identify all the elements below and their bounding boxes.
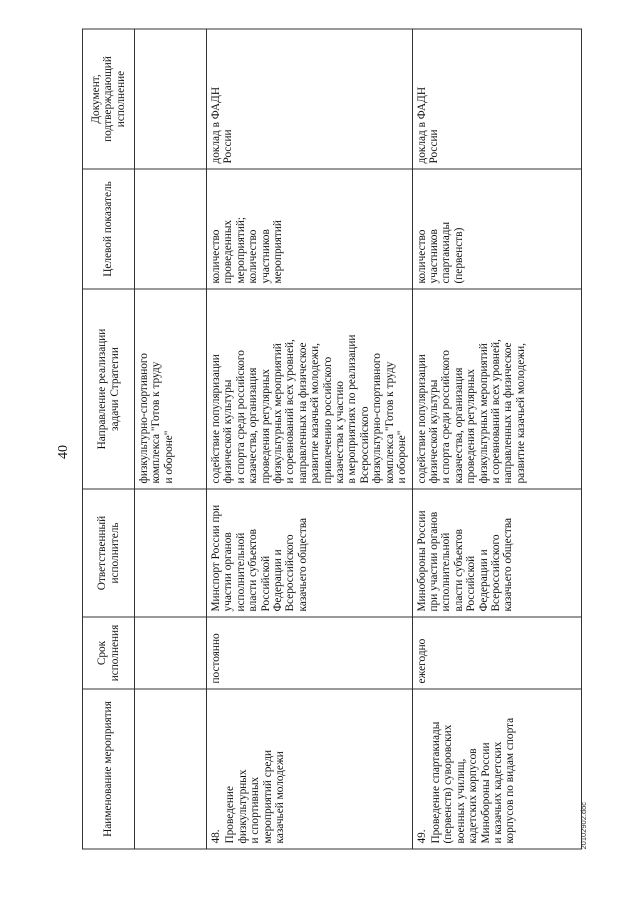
cell-indicator: количество участников спартакиады (первенств) (412, 169, 582, 289)
cell-deadline: постоянно (207, 617, 413, 689)
table-row (412, 29, 582, 849)
cell-empty (135, 29, 207, 169)
cell-direction: физкультурно-спортивного комплекса "Готов к труду и обороне" (135, 289, 207, 489)
row-number: 49. (415, 829, 428, 844)
file-name-footer: 20102902.doc (579, 801, 588, 850)
table-row (207, 29, 413, 849)
cell-empty (135, 169, 207, 289)
header-document: Документ, подтверждающий исполнение (83, 29, 135, 169)
cell-executor: Минобороны России при участии органов исполнительной власти субъектов Российской Федерации и Всероссийского казачьего общества (412, 489, 582, 617)
cell-direction: содействие популяризации физической культуры и спорта среди российского казачества, организация проведения регулярных физкультурных мероприятий и соревнований всех уровней, направленных на физическое развитие казачьей молодежи, привлечению российского казачества к участию в мероприятиях по реализации Всероссийского физкультурно-спортивного комплекса "Готов к труду и обороне" (207, 289, 413, 489)
rotated-document-page (50, 25, 590, 880)
cell-name (412, 689, 582, 849)
table-header-row (83, 29, 135, 849)
cell-empty (135, 617, 207, 689)
cell-empty (135, 689, 207, 849)
cell-executor: Минспорт России при участии органов исполнительной власти субъектов Российской Федерации и Всероссийского казачьего общества (207, 489, 413, 617)
cell-indicator: количество проведенных мероприятий; количество участников мероприятий (207, 169, 413, 289)
header-executor: Ответственный исполнитель (83, 489, 135, 617)
cell-document: доклад в ФАДН России (207, 29, 413, 169)
header-deadline: Срок исполнения (83, 617, 135, 689)
cell-empty (135, 489, 207, 617)
row-name: Проведение спартакиады (первенств) суворовских военных училищ, кадетских корпусов Минобороны России и казачьих кадетских корпусов по видам спорта (429, 717, 517, 844)
cell-deadline: ежегодно (412, 617, 582, 689)
table-row-continuation (135, 29, 207, 849)
cell-name (207, 689, 413, 849)
cell-document: доклад в ФАДН России (412, 29, 582, 169)
header-direction: Направление реализации задачи Стратегии (83, 289, 135, 489)
header-indicator: Целевой показатель (83, 169, 135, 289)
row-name: Проведение физкультурных и спортивных мероприятий среди казачьей молодежи (224, 749, 287, 844)
cell-direction: содействие популяризации физической культуры и спорта среди российского казачества, организация проведения регулярных физкультурных мероприятий и соревнований всех уровней, направленных на физическое развитие казачьей молодежи, (412, 289, 582, 489)
measures-table (82, 29, 582, 850)
header-name: Наименование мероприятия (83, 689, 135, 849)
page-number: 40 (56, 445, 71, 459)
row-number: 48. (210, 829, 222, 844)
